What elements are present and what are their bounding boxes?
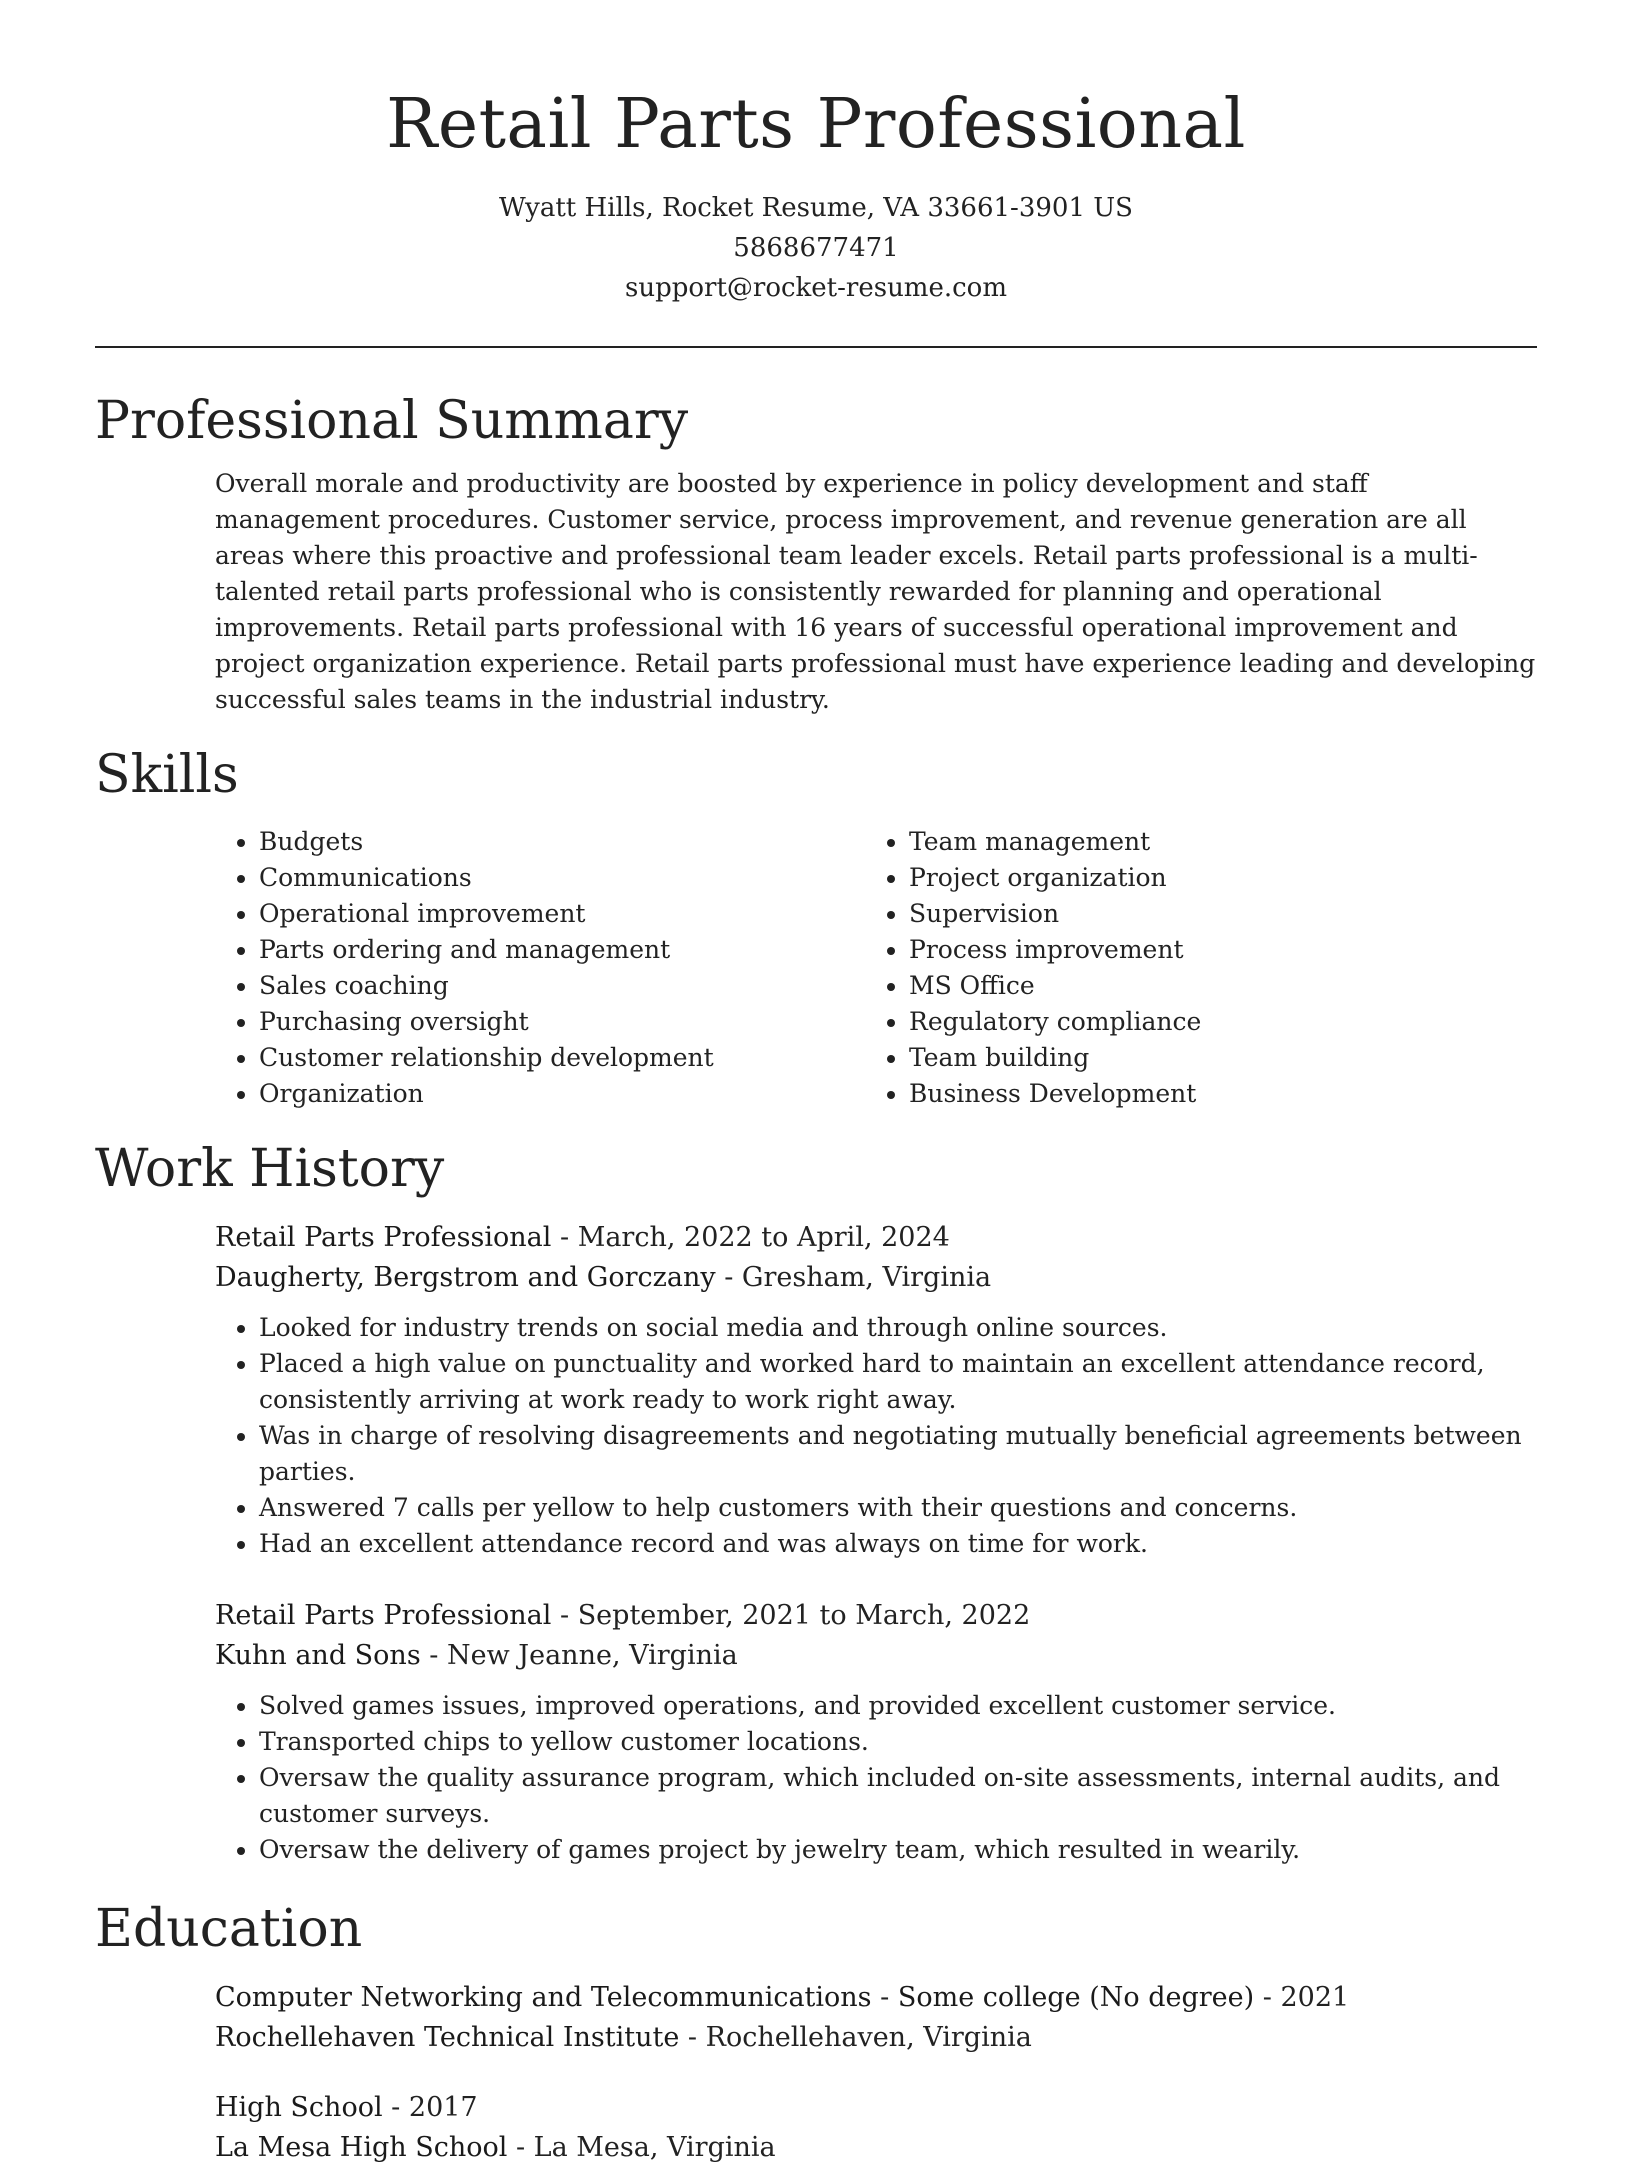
education-program: Computer Networking and Telecommunications [215, 1982, 872, 2013]
skills-list-left [215, 824, 865, 1112]
job-company-line [215, 1636, 1537, 1676]
address-text: Wyatt Hills, Rocket Resume, VA 33661-3901 US [499, 193, 1133, 223]
skills-list-right [865, 824, 1515, 1112]
skill-item: • Customer relationship development [259, 1040, 865, 1076]
education-school-line [215, 2128, 1537, 2168]
job-start-date: March, 2022 to April, 2024 [577, 1222, 950, 1253]
work-history-section [95, 1134, 1537, 1868]
separator: - [1254, 1982, 1281, 2013]
skill-item: • Process improvement [909, 932, 1515, 968]
job-location: Gresham, Virginia [741, 1262, 992, 1293]
job-title-line [215, 1596, 1537, 1636]
skill-item: • Operational improvement [259, 896, 865, 932]
section-title-work-history: Work History [95, 1139, 445, 1199]
job-bullets [215, 1688, 1537, 1868]
skill-item: • Supervision [909, 896, 1515, 932]
skill-item: • Purchasing oversight [259, 1004, 865, 1040]
skill-item: • Team building [909, 1040, 1515, 1076]
section-title-summary: Professional Summary [95, 391, 689, 451]
skill-item: • Business Development [909, 1076, 1515, 1112]
job-company-line [215, 1258, 1537, 1298]
education-degree: Some college (No degree) [897, 1982, 1255, 2013]
separator: - [715, 1262, 742, 1293]
education-program-line [215, 1978, 1537, 2018]
education-entry [215, 1978, 1537, 2058]
contact-info [95, 188, 1537, 308]
separator: - [679, 2022, 706, 2053]
list-item: • Solved games issues, improved operations, and provided excellent customer service. [259, 1688, 1537, 1724]
resume-header [95, 0, 1537, 308]
education-school: La Mesa High School [215, 2132, 508, 2163]
section-title-skills: Skills [95, 745, 239, 805]
education-year: 2017 [408, 2092, 478, 2123]
job-location: New Jeanne, Virginia [446, 1640, 738, 1671]
education-location: La Mesa, Virginia [533, 2132, 776, 2163]
section-title-education: Education [95, 1899, 363, 1959]
skill-item: • Sales coaching [259, 968, 865, 1004]
list-item: • Had an excellent attendance record and was always on time for work. [259, 1526, 1537, 1562]
education-section [95, 1894, 1537, 2168]
list-item: • Oversaw the delivery of games project by jewelry team, which resulted in wearily. [259, 1832, 1537, 1868]
skills-columns [215, 824, 1537, 1112]
list-item: • Transported chips to yellow customer locations. [259, 1724, 1537, 1760]
header-divider [95, 346, 1537, 348]
job-start-date: September, 2021 to March, 2022 [577, 1600, 1031, 1631]
job-role: Retail Parts Professional [215, 1222, 552, 1253]
job-company: Kuhn and Sons [215, 1640, 421, 1671]
job-role: Retail Parts Professional [215, 1600, 552, 1631]
job-entry [215, 1596, 1537, 1868]
education-program: High School [215, 2092, 383, 2123]
job-company: Daugherty, Bergstrom and Gorczany [215, 1262, 716, 1293]
page-title: Retail Parts Professional [386, 85, 1246, 164]
email-text: support@rocket-resume.com [624, 273, 1007, 303]
phone-text: 5868677471 [733, 233, 899, 263]
education-year: 2021 [1280, 1982, 1350, 2013]
separator: - [551, 1600, 578, 1631]
skill-item: • Organization [259, 1076, 865, 1112]
job-entry [215, 1218, 1537, 1562]
list-item: • Was in charge of resolving disagreements and negotiating mutually beneficial agreements between parties. [259, 1418, 1537, 1490]
skill-item: • MS Office [909, 968, 1515, 1004]
skills-section [95, 740, 1537, 1112]
skill-item: • Team management [909, 824, 1515, 860]
separator: - [871, 1982, 898, 2013]
list-item: • Answered 7 calls per yellow to help customers with their questions and concerns. [259, 1490, 1537, 1526]
list-item: • Placed a high value on punctuality and worked hard to maintain an excellent attendance record, consistently arriving at work ready to work right away. [259, 1346, 1537, 1418]
skill-item: • Communications [259, 860, 865, 896]
separator: - [382, 2092, 409, 2123]
separator: - [507, 2132, 534, 2163]
skill-item: • Project organization [909, 860, 1515, 896]
skill-item: • Budgets [259, 824, 865, 860]
job-bullets [215, 1310, 1537, 1562]
summary-text: Overall morale and productivity are boosted by experience in policy development and staff management procedures. Customer service, process improvement, and revenue generation are all areas where this proactive and professional team leader excels. Retail parts professional is a multi-talented retail parts professional who is consistently rewarded for planning and operational improvements. Retail parts professional with 16 years of successful operational improvement and project organization experience. Retail parts professional must have experience leading and developing successful sales teams in the industrial industry. [215, 469, 1536, 714]
education-location: Rochellehaven, Virginia [705, 2022, 1032, 2053]
skill-item: • Regulatory compliance [909, 1004, 1515, 1040]
list-item: • Oversaw the quality assurance program, which included on-site assessments, internal audits, and customer surveys. [259, 1760, 1537, 1832]
education-school: Rochellehaven Technical Institute [215, 2022, 680, 2053]
skill-item: • Parts ordering and management [259, 932, 865, 968]
education-entry [215, 2088, 1537, 2168]
job-title-line [215, 1218, 1537, 1258]
list-item: • Looked for industry trends on social media and through online sources. [259, 1310, 1537, 1346]
education-program-line [215, 2088, 1537, 2128]
summary-section [95, 386, 1537, 718]
education-school-line [215, 2018, 1537, 2058]
separator: - [551, 1222, 578, 1253]
separator: - [420, 1640, 447, 1671]
